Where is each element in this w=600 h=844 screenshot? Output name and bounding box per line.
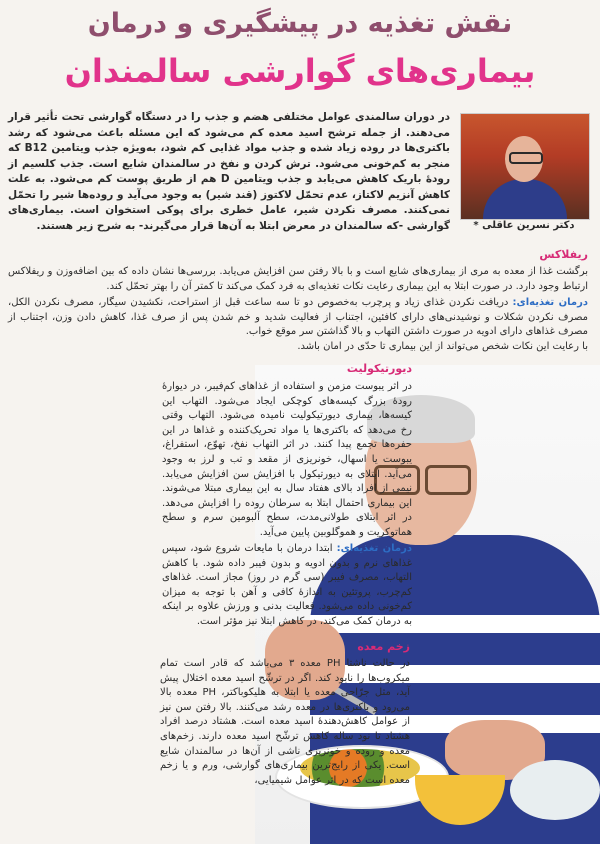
diverticulitis-text: در اثر یبوست مزمن و استفاده از غذاهای کم‌فیبر، در دیوارهٔ رودهٔ بزرگ کیسه‌های کوچکی ایجاد می‌شود. التهاب این کیسه‌ها، بیماری دیورتیکولیت نامیده می‌شود. التهاب وقتی رخ می‌دهد که باکتری‌ها یا مواد تحریک‌کننده و غذاها در این حفره‌ها تجمع پیدا کنند. در اثر التهاب نفخ، تهوّع، استفراغ، یبوست یا اسهال، خونریزی از مقعد و تب و لرز به وجود می‌آید. ابتلای به دیورتیکول با افزایش سن افزایش می‌یابد. نیمی از افراد بالای هفتاد سال به این بیماری مبتلا می‌شوند. این بیماری احتمال ابتلا به سرطان روده را افزایش می‌دهد. در اثر ابتلای طولانی‌مدت، سطح آلبومین سرم و سطح هماتوکریت و هموگلوبین پایین می‌آید. bbox=[162, 381, 412, 538]
reflux-title: ریفلاکس bbox=[539, 248, 588, 261]
reflux-diet-text: دریافت نکردن غذای زیاد و پرچرب به‌خصوص دو تا سه ساعت قبل از استراحت، نکشیدن سیگار، مصرف نکردن الکل، مصرف نکردن شکلات و نوشیدنی‌های دارای کافئین، اجتناب از فعالیت شدید و خم شدن پس از صرف غذا، کاهش دادن وزن، اجتناب از مصرف غذاهای دارای ادویه در صورت داشتن التهاب و بالا گذاشتن سر موقع خواب. bbox=[8, 297, 588, 338]
reflux-diet-label: درمان تغذیه‌ای: bbox=[512, 297, 588, 308]
reflux-closing: با رعایت این نکات شخص می‌تواند از این بیماری تا حدّی در امان باشد. bbox=[297, 340, 588, 352]
diverticulitis-title: دیورتیکولیت bbox=[346, 362, 412, 375]
title-line-2: بیماری‌های گوارشی سالمندان bbox=[64, 52, 536, 90]
diverticulitis-diet bbox=[162, 542, 412, 630]
ulcer-text: در حالت ناشتا PH معده ۳ می‌باشد که قادر است تمام میکروب‌ها را نابود کند. اگر در ترشّح اسید معده اختلال پیش آید، مثل جرّاحی معده یا ابتلا به هلیکوباکتر، PH معده بالا می‌رود و باکتری‌ها در معده رشد می‌کنند. بالا رفتن سن نیز از عوامل کاهش‌دهندهٔ اسید معده است. هشتاد درصد افراد هشتاد تا نود ساله کاهش ترشّح اسید معده دارند. زخم‌های معده و روده و خونریزی ناشی از آن‌ها در سالمندان شایع است. یکی از رایج‌ترین بیماری‌های گوارشی، ورم و یا زخم معده است که در اثر عوامل شیمیایی، bbox=[160, 658, 411, 786]
author-photo bbox=[460, 113, 590, 220]
diverticulitis-diet-text: ابتدا درمان با مایعات شروع شود، سپس غذاهای نرم و بدون ادویه و بدون فیبر داده شود. با کاهش التهاب، مصرف فیبر (سی گرم در روز) مجاز است. غذاهای کم‌چرب، پروتئین به اندازهٔ کافی و آهن با توجه به میزان کم‌خونی داده می‌شود. فعالیت بدنی و ورزش علاوه بر اینکه به درمان کمک می‌کند، در کاهش ابتلا نیز مؤثر است. bbox=[162, 543, 412, 627]
ulcer-title: زخم معده bbox=[357, 640, 410, 653]
author-glasses bbox=[509, 152, 543, 164]
intro-paragraph: در دوران سالمندی عوامل مختلفی هضم و جذب را در دستگاه گوارشی تحت تأثیر قرار می‌دهند. از جمله ترشح اسید معده کم می‌شود که این مسئله باعث می‌شود که رشد باکتری‌ها در روده زیاد شده و جذب مواد غذایی کم شود، به‌ویژه جذب ویتامین B12 که منجر به کم‌خونی می‌شود. ترش کردن و نفخ در سالمندان شایع است. جذب کلسیم از رودهٔ باریک کاهش می‌یابد و جذب ویتامین D هم از طریق پوست کم می‌شود. به علت کاهش آنزیم لاکتاز، عدم تحمّل لاکتوز (قند شیر) به وجود می‌آید و روده‌ها شیر را تحمّل نمی‌کنند. مصرف نکردن شیر، عامل خطری برای پوکی استخوان است. بیماری‌های گوارشی -که سالمندان در معرض ابتلا به آن‌ها قرار می‌گیرند- به شرح زیر هستند. bbox=[8, 111, 450, 232]
reflux-diet bbox=[8, 296, 588, 354]
glasses-right bbox=[425, 465, 471, 495]
diverticulitis-diet-label: درمان تغذیه‌ای: bbox=[336, 543, 412, 554]
author-body bbox=[483, 179, 567, 219]
reflux-text: برگشت غذا از معده به مری از بیماری‌های شایع است و با بالا رفتن سن افزایش می‌یابد. بررسی‌ها نشان داده که بین اضافه‌وزن و ریفلاکس ارتباط وجود دارد. در صورت ابتلا به این بیماری رعایت نکات تغذیه‌ای به فرد کمک می‌کند تا کمتر آن را بهتر تحمّل کند. bbox=[8, 266, 588, 292]
side-dish bbox=[510, 760, 600, 820]
title-line-1: نقش تغذیه در پیشگیری و درمان bbox=[87, 8, 513, 39]
author-name: دکتر نسرین عاقلی * bbox=[473, 220, 575, 231]
